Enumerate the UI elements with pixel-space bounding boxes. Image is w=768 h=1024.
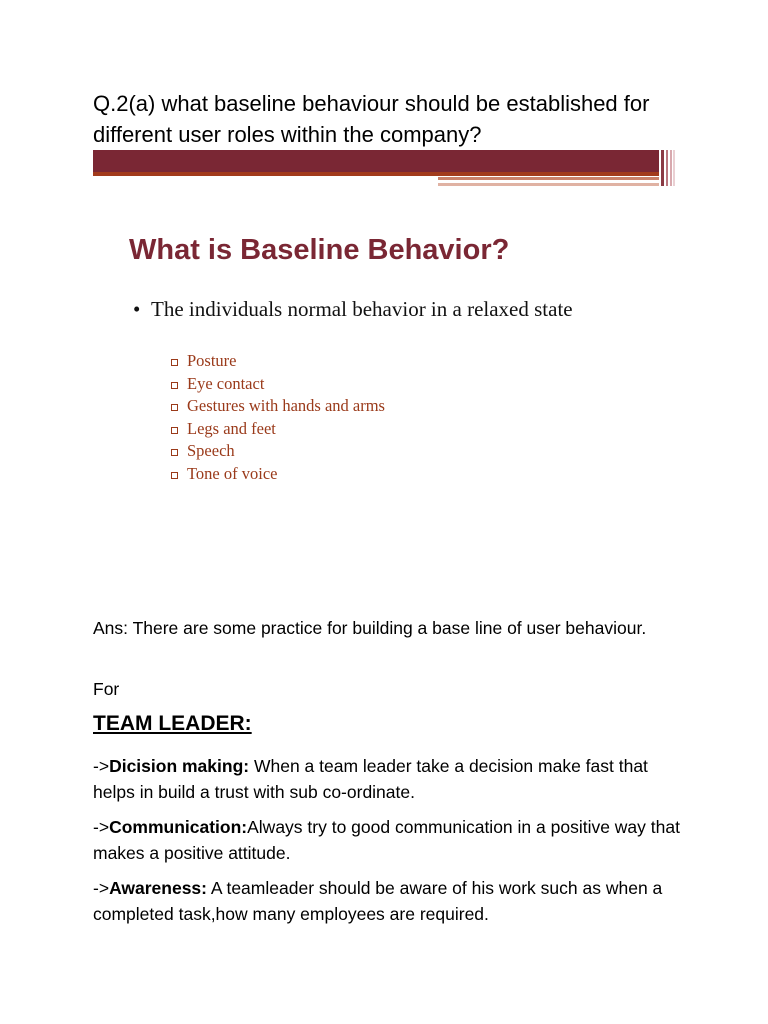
for-label: For	[93, 679, 120, 699]
list-item: Eye contact	[171, 373, 385, 396]
point-decision-making: ->Dicision making: When a team leader take a decision make fast that helps in build a trust with sub co-ordinate.	[93, 756, 648, 802]
square-bullet-icon	[171, 382, 178, 389]
list-item: Tone of voice	[171, 463, 385, 486]
slide-main-bullet	[133, 296, 613, 322]
main-bullet-text: The individuals normal behavior in a relaxed state	[151, 297, 573, 321]
slide-image	[93, 150, 677, 500]
square-bullet-icon	[171, 472, 178, 479]
question-text: Q.2(a) what baseline behaviour should be established for different user roles within the company?	[93, 91, 650, 147]
point-awareness: ->Awareness: A teamleader should be aware of his work such as when a completed task,how many employees are required.	[93, 878, 663, 924]
list-item: Speech	[171, 440, 385, 463]
list-item: Posture	[171, 350, 385, 373]
slide-banner	[93, 150, 677, 190]
list-item: Gestures with hands and arms	[171, 395, 385, 418]
slide-title: What is Baseline Behavior?	[129, 234, 510, 266]
list-item: Legs and feet	[171, 418, 385, 441]
square-bullet-icon	[171, 449, 178, 456]
square-bullet-icon	[171, 359, 178, 366]
square-bullet-icon	[171, 427, 178, 434]
square-bullet-icon	[171, 404, 178, 411]
slide-sub-list	[171, 350, 385, 486]
point-communication: ->Communication:Always try to good communication in a positive way that makes a positive attitude.	[93, 817, 680, 863]
team-leader-heading: TEAM LEADER:	[93, 712, 252, 735]
bullet-dot-icon: •	[133, 297, 141, 321]
answer-intro: Ans: There are some practice for building a base line of user behaviour.	[93, 618, 647, 638]
